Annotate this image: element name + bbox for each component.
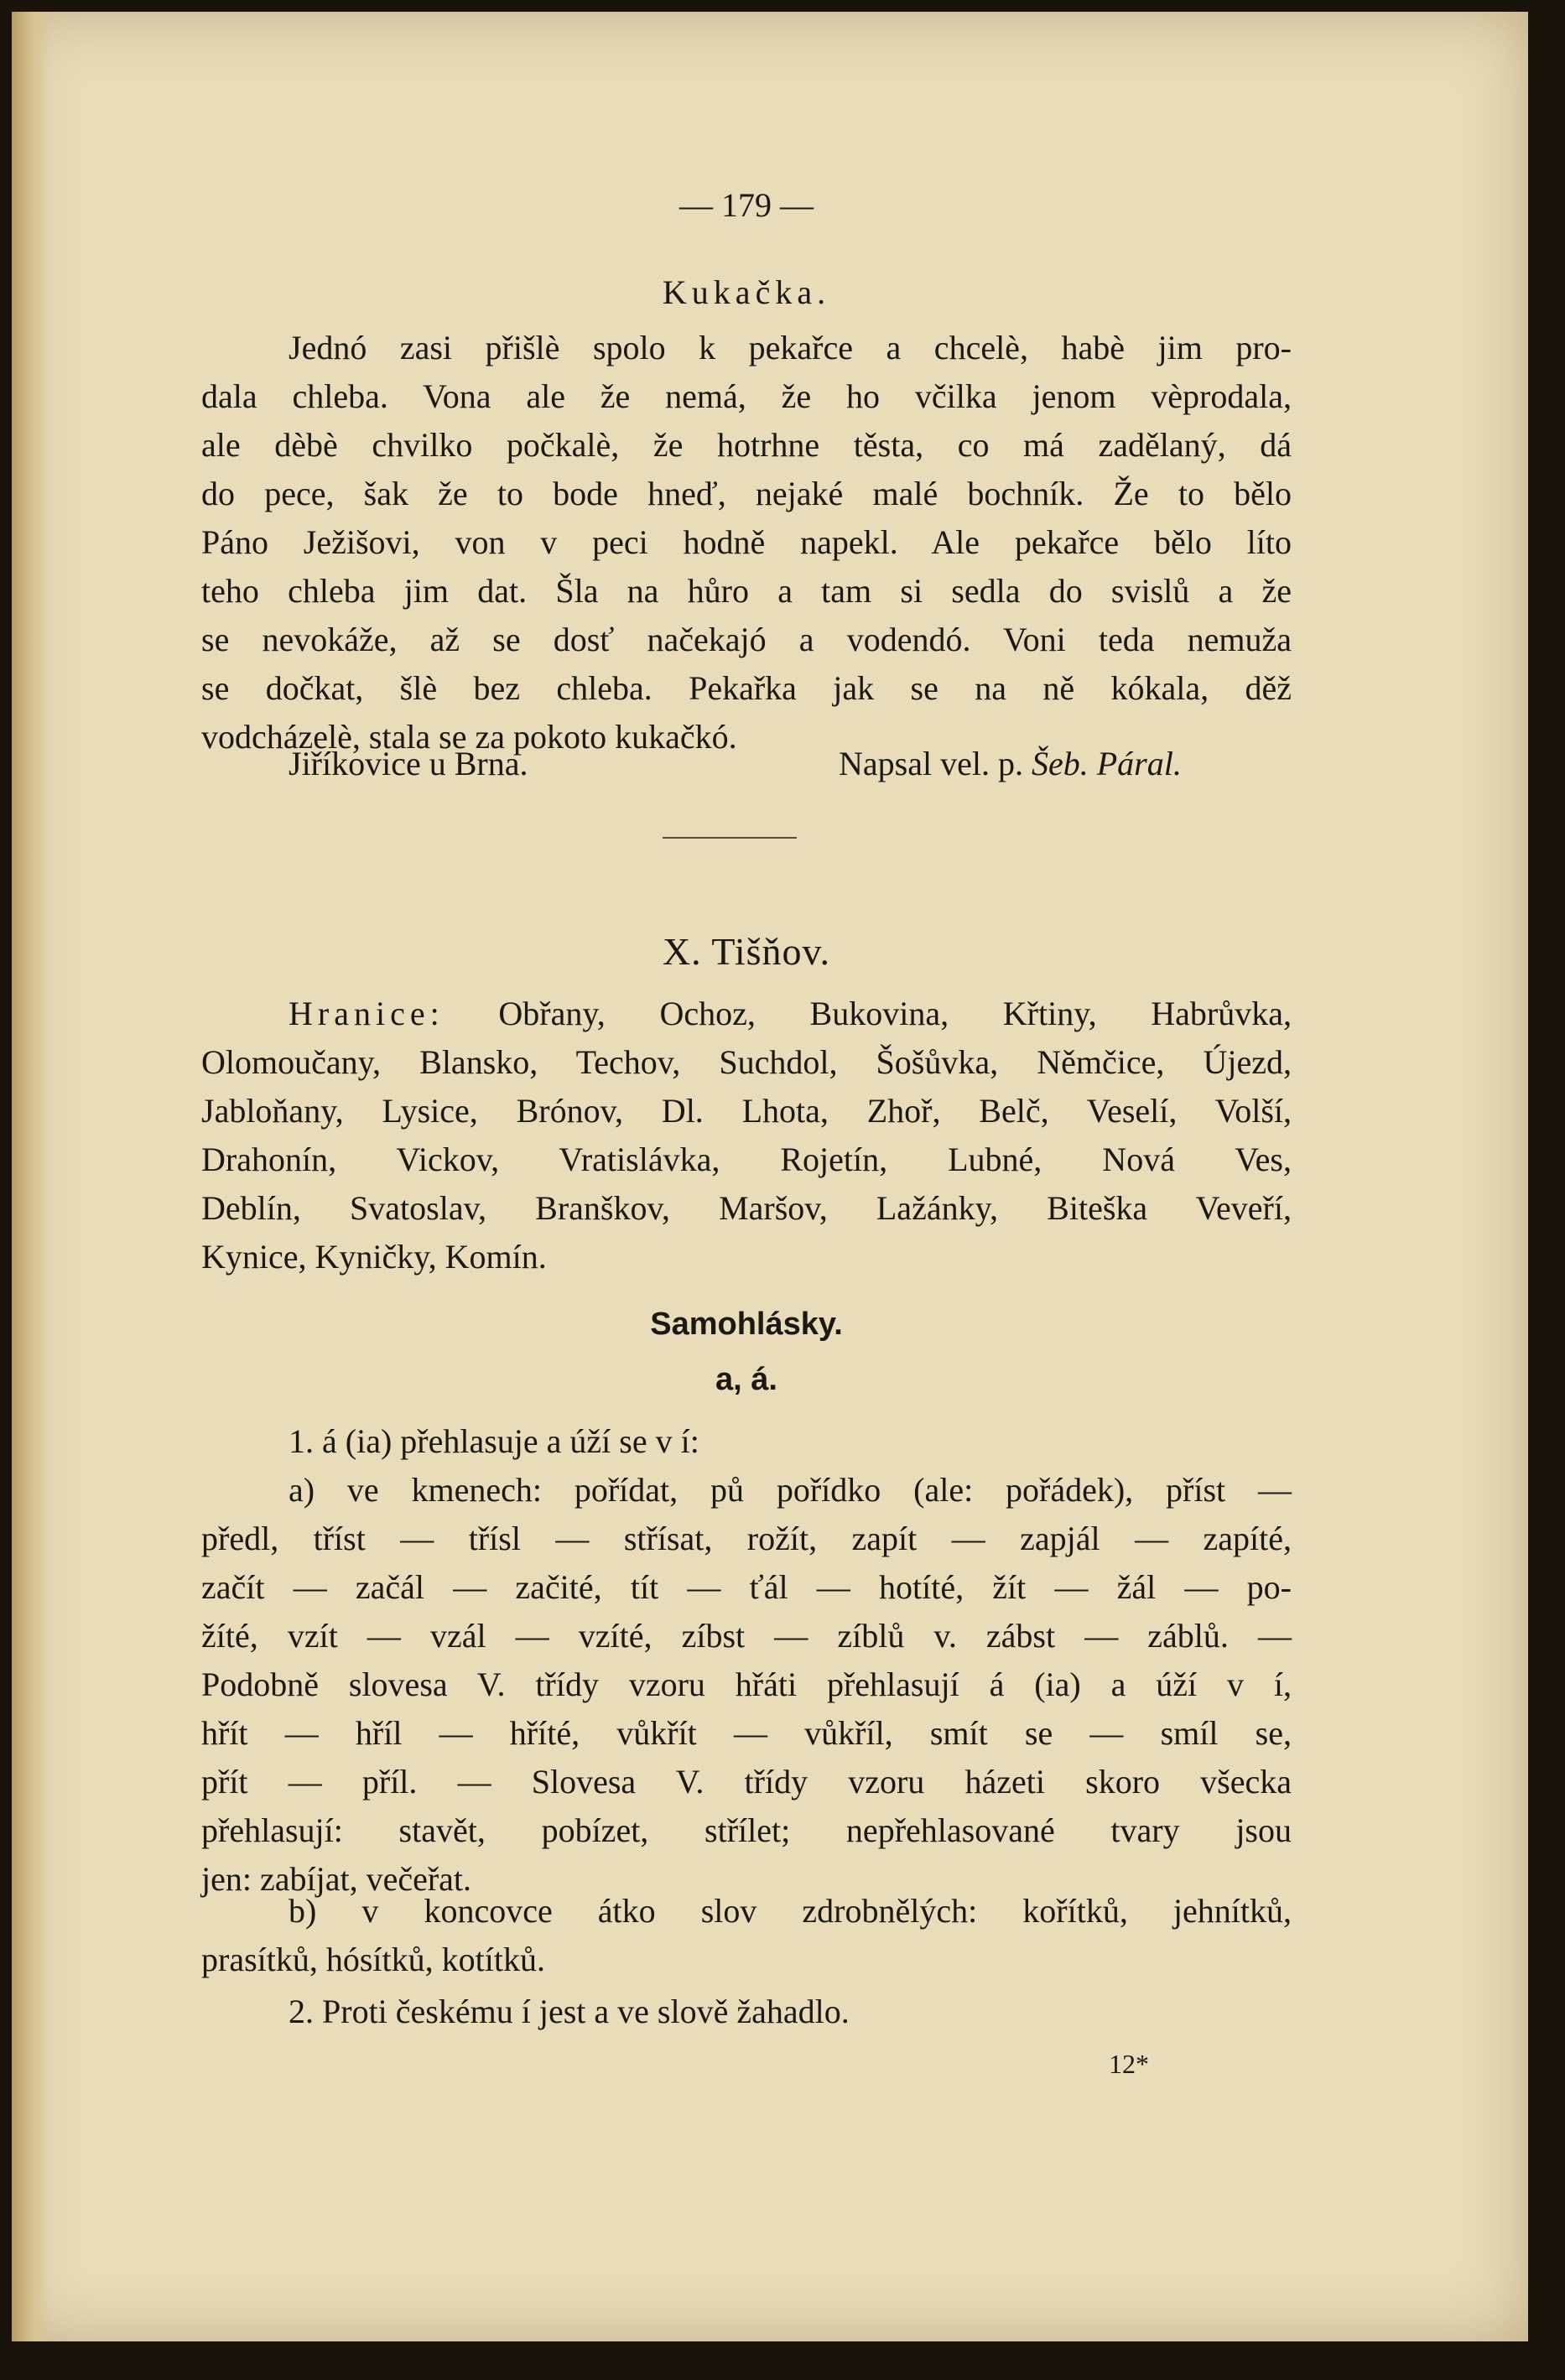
story-line: teho chleba jim dat. Šla na hůro a tam si sedla do svislů a že bbox=[201, 572, 1292, 610]
story-paragraph bbox=[201, 324, 1292, 761]
point1-b-line: b) v koncovce átko slov zdrobnělých: kořítků, jehnítků, bbox=[289, 1892, 1292, 1930]
point1-b-paragraph bbox=[201, 1887, 1292, 1984]
borders-line bbox=[201, 990, 1292, 1038]
signature-mark: 12* bbox=[1109, 2049, 1149, 2079]
borders-paragraph bbox=[201, 990, 1292, 1281]
point1-a-line: žíté, vzít — vzál — vzíté, zíbst — zíblů v. zábst — záblů. — bbox=[201, 1617, 1292, 1655]
story-line: vodcházelè, stala se za pokoto kukačkó. bbox=[201, 718, 737, 756]
story-line: Páno Ježišovi, von v peci hodně napekl. Ale pekařce bělo líto bbox=[201, 523, 1292, 561]
point1-a-line: přehlasují: stavět, pobízet, střílet; nepřehlasované tvary jsou bbox=[201, 1811, 1292, 1849]
story-line: se dočkat, šlè bez chleba. Pekařka jak se na ně kókala, děž bbox=[201, 669, 1292, 707]
borders-text: Obřany, Ochoz, Bukovina, Křtiny, Habrůvka, bbox=[498, 995, 1292, 1032]
section-subheading: a, á. bbox=[715, 1362, 777, 1397]
section-divider bbox=[663, 837, 797, 839]
point1-a-line: začít — začál — začité, tít — ťál — hotíté, žít — žál — po- bbox=[201, 1568, 1292, 1606]
borders-label: Hranice: bbox=[289, 995, 445, 1032]
section-heading: Samohlásky. bbox=[650, 1307, 843, 1342]
borders-line: Olomoučany, Blansko, Techov, Suchdol, Šošůvka, Němčice, Újezd, bbox=[201, 1043, 1292, 1081]
chapter-title: X. Tišňov. bbox=[662, 930, 831, 973]
story-line: se nevokáže, až se dosť načekajó a vodendó. Voni teda nemuža bbox=[201, 621, 1292, 658]
story-line: dala chleba. Vona ale že nemá, že ho včilka jenom vèprodala, bbox=[201, 377, 1292, 415]
story-line: do pece, šak že to bode hneď, nejaké malé bochník. Že to bělo bbox=[201, 475, 1292, 512]
point1-a-paragraph bbox=[201, 1466, 1292, 1904]
point1-a-line: předl, tříst — třísl — střísat, rožít, zapít — zapjál — zapíté, bbox=[201, 1520, 1292, 1557]
story-line: Jednó zasi přišlè spolo k pekařce a chcelè, habè jim pro- bbox=[289, 329, 1292, 366]
point2-line: 2. Proti českému í jest a ve slově žahadlo. bbox=[289, 1993, 850, 2030]
page-number: — 179 — bbox=[679, 186, 814, 224]
book-page bbox=[12, 12, 1528, 2341]
point1-a-line: přít — příl. — Slovesa V. třídy vzoru házeti skoro všecka bbox=[201, 1763, 1292, 1801]
point1-b-line: prasítků, hósítků, kotítků. bbox=[201, 1941, 545, 1978]
point1-intro-line: 1. á (ia) přehlasuje a úží se v í: bbox=[289, 1422, 699, 1460]
story-author bbox=[839, 740, 1182, 788]
story-place: Jiříkovice u Brna. bbox=[289, 745, 528, 782]
borders-line: Drahonín, Vickov, Vratislávka, Rojetín, Lubné, Nová Ves, bbox=[201, 1141, 1292, 1178]
borders-line: Kynice, Kyničky, Komín. bbox=[201, 1238, 547, 1276]
point1-a-line: Podobně slovesa V. třídy vzoru hřáti přehlasují á (ia) a úží v í, bbox=[201, 1665, 1292, 1703]
story-line: ale dèbè chvilko počkalè, že hotrhne těsta, co má zadělaný, dá bbox=[201, 426, 1292, 464]
point1-intro bbox=[201, 1417, 1292, 1466]
point2-paragraph bbox=[201, 1988, 1292, 2036]
story-title: Kukačka. bbox=[662, 273, 831, 311]
point1-a-line: a) ve kmenech: pořídat, pů pořídko (ale: pořádek), příst — bbox=[289, 1471, 1292, 1509]
author-prefix: Napsal vel. p. bbox=[839, 745, 1023, 782]
point1-a-line: hřít — hříl — hříté, vůkřít — vůkříl, smít se — smíl se, bbox=[201, 1714, 1292, 1752]
point1-a-line: jen: zabíjat, večeřat. bbox=[201, 1860, 472, 1898]
author-name: Šeb. Páral. bbox=[1031, 745, 1182, 782]
page-gutter bbox=[12, 12, 50, 2341]
borders-line: Deblín, Svatoslav, Branškov, Maršov, Lažánky, Biteška Veveří, bbox=[201, 1189, 1292, 1227]
borders-line: Jabloňany, Lysice, Brónov, Dl. Lhota, Zhoř, Belč, Veselí, Volší, bbox=[201, 1092, 1292, 1130]
